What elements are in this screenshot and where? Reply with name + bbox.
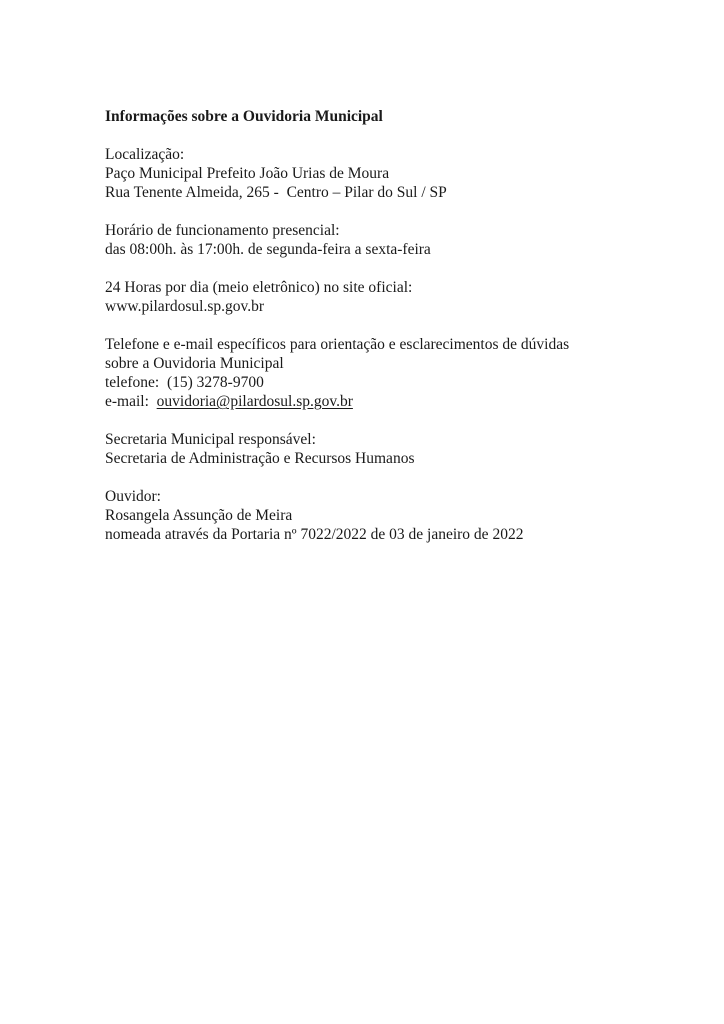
contact-section	[105, 335, 665, 411]
location-address: Rua Tenente Almeida, 265 - Centro – Pilar do Sul / SP	[105, 184, 447, 201]
secretariat-name: Secretaria de Administração e Recursos Humanos	[105, 450, 415, 467]
email-line	[105, 392, 665, 411]
secretariat-heading: Secretaria Municipal responsável:	[105, 431, 316, 448]
location-section	[105, 145, 665, 202]
contact-heading-line-2: sobre a Ouvidoria Municipal	[105, 355, 284, 372]
document-title: Informações sobre a Ouvidoria Municipal	[105, 108, 383, 125]
phone-label: telefone:	[105, 374, 167, 391]
location-building: Paço Municipal Prefeito João Urias de Moura	[105, 165, 390, 182]
contact-heading-line-1: Telefone e e-mail específicos para orientação e esclarecimentos de dúvidas	[105, 336, 570, 353]
ombudsman-section	[105, 487, 665, 544]
online-heading: 24 Horas por dia (meio eletrônico) no site oficial:	[105, 279, 413, 296]
ombudsman-name: Rosangela Assunção de Meira	[105, 507, 293, 524]
location-heading: Localização:	[105, 146, 185, 163]
email-label: e-mail:	[105, 393, 157, 410]
ombudsman-heading: Ouvidor:	[105, 488, 161, 505]
ombudsman-appointment: nomeada através da Portaria nº 7022/2022 de 03 de janeiro de 2022	[105, 526, 524, 543]
official-site-text: www.pilardosul.sp.gov.br	[105, 298, 265, 315]
hours-schedule: das 08:00h. às 17:00h. de segunda-feira a sexta-feira	[105, 241, 431, 258]
online-section	[105, 278, 665, 316]
document-body	[105, 107, 665, 563]
phone-line	[105, 373, 665, 392]
secretariat-section	[105, 430, 665, 468]
phone-number: (15) 3278-9700	[166, 374, 264, 391]
email-link[interactable]: ouvidoria@pilardosul.sp.gov.br	[156, 393, 353, 410]
hours-heading: Horário de funcionamento presencial:	[105, 222, 340, 239]
hours-section	[105, 221, 665, 259]
